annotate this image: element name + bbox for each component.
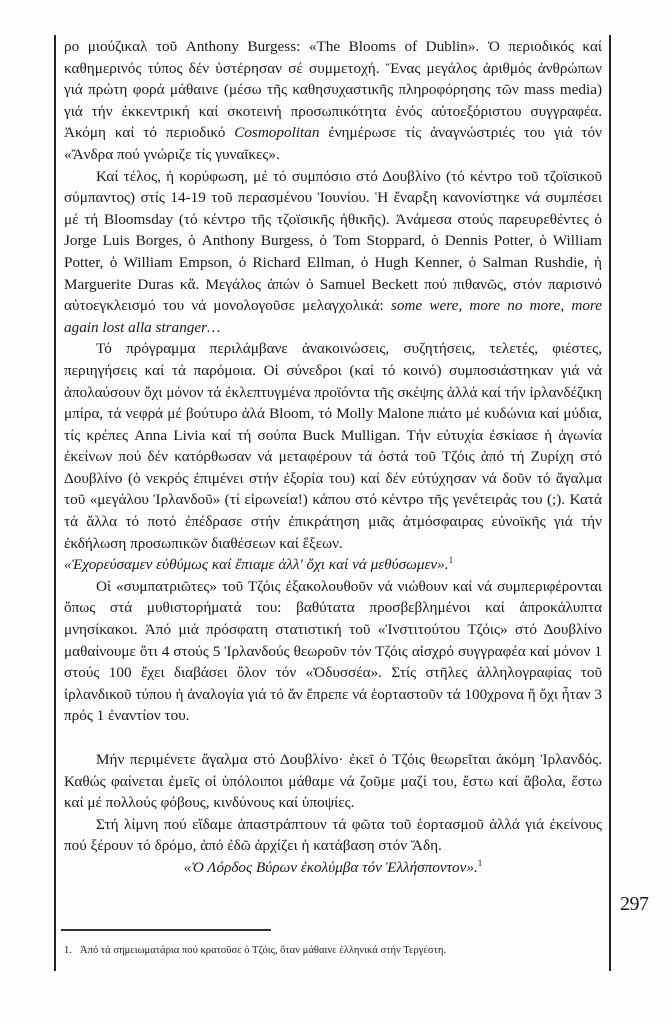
body-text: [64, 36, 602, 879]
paragraph: [64, 338, 602, 554]
paragraph-text: Οἱ «συμπατριῶτες» τοῦ Τζόις ἐξακολουθοῦν νά νιώθουν καί νά συμπεριφέρονται ὅπως στά μυθιστορήματά του: βαθύτατα προσβεβλημένοι καί ἀπροκάλυπτα μνησίκακοι. Ἀπό μιά πρόσφατη στατιστική τοῦ «Ἰνστιτούτου Τζόις» στό Δουβλίνο μαθαίνουμε ὅτι 4 στούς 5 Ἰρλανδούς θεωροῦν τόν Τζόις αἰσχρό συγγραφέα καί μόνον 1 στούς 100 ἔχει διαβάσει ὅλον τόν «Ὀδυσσέα». Στίς στῆλες ἀλληλογραφίας τοῦ ἰρλανδικοῦ τύπου ἡ ἀναλογία γιά τό ἄν ἔπρεπε νά ἑορταστοῦν τά 100χρονα ἤ ὄχι ἦταν 3 πρός 1 ἐναντίον του.: [64, 577, 602, 725]
paragraph: [64, 814, 602, 857]
left-margin-rule: [54, 35, 56, 971]
footnote-text: Ἀπό τά σημειωματάρια πού κρατοῦσε ὁ Τζόις, ὅταν μάθαινε ἑλληνικά στήν Τεργέστη.: [79, 945, 447, 956]
quote-text: «Ὁ Λόρδος Βύρων ἐκολύμβα τόν Ἑλλήσποντον».: [183, 858, 478, 876]
magazine-title: Cosmopolitan: [234, 124, 320, 142]
right-margin-rule: [609, 35, 611, 971]
page-number: 297: [620, 893, 649, 915]
paragraph: [64, 166, 602, 339]
quote-line: [64, 857, 602, 879]
paragraph-text: Καί τέλος, ἡ κορύφωση, μέ τό συμπόσιο στό Δουβλίνο (τό κέντρο τοῦ τζοϊσικοῦ σύμπαντος) στίς 14-19 τοῦ περασμένου Ἰουνίου. Ἡ ἔναρξη κανονίστηκε νά συμπέσει μέ τή Bloomsday (τό κέντρο τῆς τζοϊσικῆς ἠθικῆς). Ἀνάμεσα στούς παρευρεθέντες ὁ Jorge Luis Borges, ὁ Anthony Burgess, ὁ Tom Stoppard, ὁ Dennis Potter, ὁ William Potter, ὁ William Empson, ὁ Richard Ellman, ὁ Hugh Kenner, ὁ Salman Rushdie, ἡ Marguerite Duras κἄ. Μεγάλος ἀπών ὁ Samuel Beckett πού πιθανῶς, στόν παρισινό αὐτοεγκλεισμό του νά μονολογοῦσε μελαγχολικά:: [64, 167, 602, 315]
paragraph-text: Μήν περιμένετε ἄγαλμα στό Δουβλίνο· ἐκεῖ ὁ Τζόις θεωρεῖται ἀκόμη Ἰρλανδός. Καθώς φαίνεται ἐμεῖς οἱ ὑπόλοιποι μάθαμε νά ζοῦμε μαζί του, ἔστω καί ἄβολα, ἔστω καί μέ πολλούς φόβους, κινδύνους καί ὑποψίες.: [64, 751, 602, 812]
paragraph-text: Στή λίμνη πού εἴδαμε ἀπαστράπτουν τά φῶτα τοῦ ἑορτασμοῦ ἀλλά γιά ἐκείνους πού ξέρουν τό δρόμο, ἀπό ἐδῶ ἀρχίζει ἡ κατάβαση στόν Ἅδη.: [64, 815, 602, 855]
footnote-reference[interactable]: 1: [448, 555, 454, 566]
paragraph-text: Τό πρόγραμμα περιλάμβανε ἀνακοινώσεις, συζητήσεις, τελετές, φιέστες, περιηγήσεις καί τά παρόμοια. Οἱ σύνεδροι (καί τό κοινό) συμποσιάστηκαν γιά νά ἀπολαύσουν ὄχι μόνον τά ἐκλεπτυγμένα προϊόντα τῆς σκέψης ἀλλά καί τήν ἰρλανδέζικη μπίρα, τά νεφρά μέ βούτυρο ἀλά Bloom, τό Molly Malone πιάτο μέ κυδώνια καί μύδια, τίς κρέπες Anna Livia καί τή σούπα Buck Mulligan. Τήν εὐτυχία ἐσκίασε ἡ ἀγωνία ἐκείνων πού δέν κατόρθωσαν νά μεταφέρουν τά ὀστά τοῦ Τζόις ἀπό τή Ζυρίχη στό Δουβλίνο (ὁ νεκρός ἐπιμένει στήν ἐξορία του) καί δέν εὐτύχησαν νά δοῦν τό ἄγαλμα τοῦ «μεγάλου Ἰρλανδοῦ» (τί εἰρωνεία!) κάπου στό κέντρο τῆς γενέτειράς του (;). Κατά τά ἄλλα τό ποτό ἐπέδρασε στήν ἐπικράτηση μιᾶς ἀτμόσφαιρας εὐνοϊκῆς γιά τήν ἐκδήλωση προσωπικῶν διαθέσεων καί ἕξεων.: [64, 340, 602, 552]
footnote-separator: [61, 929, 271, 931]
quote-line: [64, 554, 602, 576]
paragraph: [64, 749, 602, 814]
quote-text: «Ἐχορεύσαμεν εὐθύμως καί ἔπιαμε ἀλλ' ὄχι καί νά μεθύσωμεν».: [64, 556, 449, 574]
paragraph-text: ἐνημέρωσε τίς ἀναγνώστριές του γιά τόν «Ἄνδρα πού γνώριζε τίς γυναῖκες».: [64, 124, 602, 163]
footnote: [64, 944, 604, 958]
footnote-number: 1.: [64, 945, 72, 956]
paragraph-text: ρο μιούζικαλ τοῦ Anthony Burgess: «The Blooms of Dublin». Ὁ περιοδικός καί καθημερινός τύπος δέν ὑστέρησαν σέ συμμετοχή. Ἕνας μεγάλος ἀριθμός ἀνθρώπων γιά πρώτη φορά μάθαινε (μέσω τῆς καθησυχαστικῆς πληροφόρησης τῶν mass media) γιά τήν ἐκκεντρική καί σκοτεινή προσωπικότητα ἑνός αὐτοεξόριστου συγγραφέα. Ἀκόμη καί τό περιοδικό: [64, 38, 602, 142]
paragraph: [64, 576, 602, 727]
beckett-quote: some were, more no more, more again lost alla stranger…: [64, 297, 603, 336]
paragraph: [64, 36, 602, 166]
footnote-reference[interactable]: 1: [477, 857, 483, 868]
